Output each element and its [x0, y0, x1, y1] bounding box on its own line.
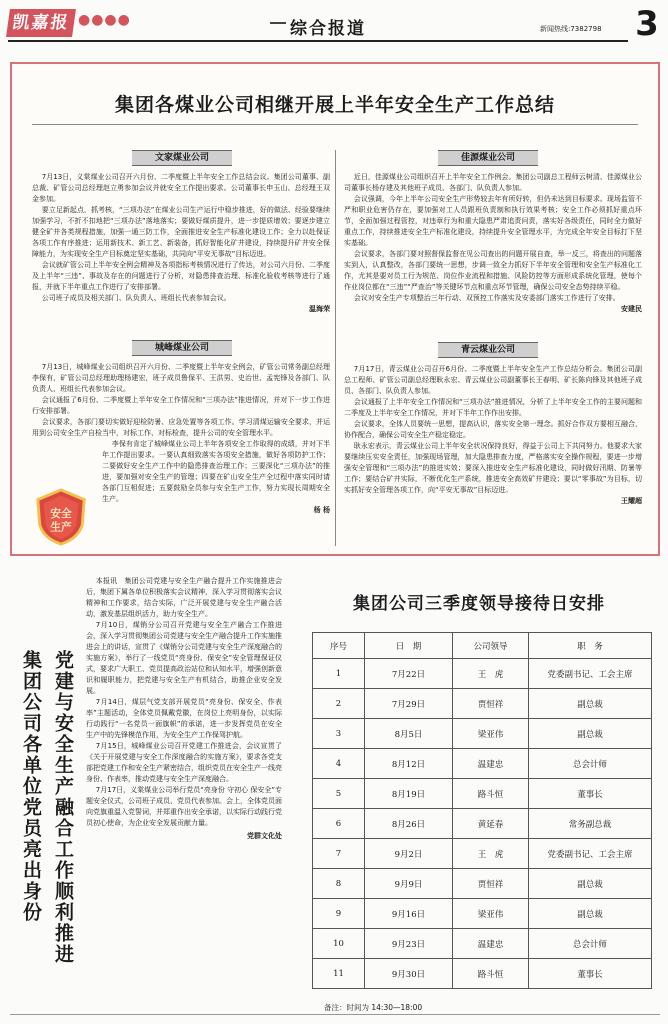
schedule-row — [313, 869, 652, 899]
party-safety-article — [86, 576, 282, 842]
top-headline: 集团各煤业公司相继开展上半年安全生产工作总结 — [114, 94, 555, 116]
row-date: 7月22日 — [365, 659, 453, 689]
chengfeng-paragraph: 会议要求，各部门要切实做好迎检防暑、应急处置等各项工作。学习清煤运输安全要求，并运用到公司安全生产自检当中，对标工作、对标检查，提升公司的安全管理水平。 — [32, 418, 330, 437]
jiayuan-paragraph: 会议对安全生产专项整治三年行动、双预控工作落实及安委部门落实工作进行了安排。 — [353, 294, 620, 302]
row-index: 10 — [313, 929, 365, 959]
jiayuan-paragraph: 会议要求，各部门要对照督保监督在见公司查出的问题开展自查，举一反三，将查出的问题落实到人，认真整改，各部门要统一思想，步调一致全力抓好下半年安全管理和安全生产标准化工作，尤其是要对员工行为规范、岗位作业流程和措施、风险防控等方面形成系统化管理，使每个作业岗位都在“三违”“严查治”等关键环节点和重点环节管理，确保公司安全态势持续平稳。 — [344, 250, 642, 291]
row-leader: 温建忠 — [453, 749, 529, 779]
wenjia-article — [32, 172, 330, 315]
safety-badge-icon — [32, 488, 90, 546]
row-position: 副总裁 — [529, 689, 652, 719]
qingyun-paragraph: 会议要求，全体人员要统一思想，提高认识，落实安全第一理念。抓好合作双方要相互融合，协作配合，确保公司安全生产稳定稳定。 — [344, 420, 642, 439]
row-index: 5 — [313, 779, 365, 809]
jiayuan-author: 安建民 — [621, 305, 642, 313]
row-date: 8月19日 — [365, 779, 453, 809]
row-index: 9 — [313, 899, 365, 929]
row-position: 副总裁 — [529, 869, 652, 899]
party-author: 党群文化处 — [247, 832, 282, 840]
wenjia-paragraph: 7月13日，义棠煤业公司召开六月份、二季度暨上半年安全工作总结会议。集团公司董事、副总裁、矿管公司总经理赵立勇参加会议并就安全工作提出要求。公司董事长申玉山、总经理王双金参加。 — [32, 173, 330, 203]
row-index: 11 — [313, 959, 365, 989]
row-leader: 王 虎 — [453, 659, 529, 689]
page-bottom-rule — [10, 1014, 660, 1015]
wenjia-paragraph: 会议就矿管公司上半年安全例会精神及各项指标考核情况进行了传达，对公司六月份、二季度及上半年“三违”、事故及存在的问题进行了分析，对隐患排查治理、标准化验收考核等进行了通报，并就下半年重点工作进行了安排部署。 — [32, 261, 330, 291]
row-index: 4 — [313, 749, 365, 779]
row-leader: 梁亚伟 — [453, 899, 529, 929]
section-decoration — [270, 22, 286, 24]
vertical-headline-2: 集团公司各单位党员亮出身份 — [20, 650, 42, 923]
row-leader: 黄延春 — [453, 809, 529, 839]
column-divider — [335, 150, 336, 546]
row-index: 8 — [313, 869, 365, 899]
party-paragraph: 7月17日，义棠煤业公司举行党员“亮身份 守初心 保安全”专题安全仪式，公司班子成员、党员代表参加。会上，全体党员面向党旗重温入党誓词，并郑重作出安全承诺，以实际行动践行党员初心使命，为企业安全发展贡献力量。 — [86, 786, 282, 827]
schedule-row — [313, 959, 652, 989]
masthead — [0, 0, 668, 48]
party-paragraph: 7月10日，煤销分公司召开党建与安全生产融合工作推进会，深入学习贯彻集团公司党建与安全生产融合提升工作实施推进会上的讲话，宣贯了《煤销分公司党建与安全生产深度融合的实施方案》，举行了一线党员“亮身份、保安全”安全管理保证仪式，要求广大职工、党员提高政治站位和认知水平，增强创新意识和履职能力，把党建与安全生产有机结合，助推企业安全发展。 — [86, 621, 282, 695]
party-paragraph: 7月14日，煤层气党支部开展党员“亮身份、保安全、作表率”主题活动，全体党员佩戴党徽，在岗位上亮明身份，以实际行动践行“一名党员一面旗帜”的承诺，进一步发挥党员在安全生产中的先锋模范作用，为安全生产工作保驾护航。 — [86, 698, 282, 739]
section-title: 综合报道 — [290, 19, 366, 39]
row-date: 9月2日 — [365, 839, 453, 869]
row-date: 9月9日 — [365, 869, 453, 899]
row-date: 9月23日 — [365, 929, 453, 959]
schedule-row — [313, 659, 652, 689]
row-date: 8月5日 — [365, 719, 453, 749]
row-position: 常务副总裁 — [529, 809, 652, 839]
party-paragraph: 7月15日，城峰煤业公司召开党建工作推进会，会议宣贯了《关于开展党建与安全工作深度融合的实施方案》，要求各党支部把党建工作和安全生产紧密结合，组织党员在安全生产一线亮身份、作表率，推动党建与安全生产深度融合。 — [86, 742, 282, 783]
schedule-row — [313, 839, 652, 869]
row-date: 9月30日 — [365, 959, 453, 989]
row-index: 3 — [313, 719, 365, 749]
page-number: 3 — [635, 4, 659, 44]
row-index: 1 — [313, 659, 365, 689]
row-position: 董事长 — [529, 779, 652, 809]
row-index: 2 — [313, 689, 365, 719]
row-leader: 王 虎 — [453, 839, 529, 869]
schedule-row — [313, 929, 652, 959]
qingyun-paragraph: 会议通报了上半年安全工作情况和“三项办法”推进情况，分析了上半年安全工作的主要问题和二季度及上半年安全工作情况，并对下半年工作作出安排。 — [344, 398, 642, 417]
row-leader: 路斗恒 — [453, 959, 529, 989]
schedule-note: 备注：时间为 14:30—18:00 — [324, 1003, 423, 1012]
vertical-headline-1: 党建与安全生产融合工作顺利推进 — [52, 650, 74, 965]
schedule-row — [313, 779, 652, 809]
newspaper-logo: 凯嘉报 — [6, 9, 76, 37]
header-leader: 公司领导 — [453, 633, 529, 659]
row-date: 8月12日 — [365, 749, 453, 779]
chengfeng-paragraph: 7月13日，城峰煤业公司组织召开六月份、二季度暨上半年安全例会，矿管公司常务副总经理李保有，矿管公司总经理助理杨建宏，班子成员鲁保平、王洪男、史治世、孟宪锋及各部门、队负责人、班组长代表参加会议。 — [32, 363, 330, 393]
row-leader: 温建忠 — [453, 929, 529, 959]
row-date: 8月26日 — [365, 809, 453, 839]
header-date: 日 期 — [365, 633, 453, 659]
schedule-row — [313, 749, 652, 779]
row-position: 总会计师 — [529, 749, 652, 779]
row-index: 7 — [313, 839, 365, 869]
row-leader: 贾恒祥 — [453, 869, 529, 899]
chengfeng-paragraph: 会议通报了6月份、二季度暨上半年安全工作情况和“三项办法”推进情况，并对下一步工作进行安排部署。 — [32, 396, 330, 415]
header-position: 职 务 — [529, 633, 652, 659]
row-date: 7月29日 — [365, 689, 453, 719]
badge-text-line1: 安全 — [50, 507, 72, 520]
row-position: 董事长 — [529, 959, 652, 989]
schedule-title: 集团公司三季度领导接待日安排 — [353, 594, 605, 614]
row-position: 党委副书记、工会主席 — [529, 839, 652, 869]
row-position: 党委副书记、工会主席 — [529, 659, 652, 689]
jiayuan-article — [344, 172, 642, 315]
jiayuan-paragraph: 近日，佳源煤业公司组织召开上半年安全工作例会。集团公司副总工程师云树清、佳源煤业公司董事长杨存建及其他班子成员、各部门、队负责人参加。 — [344, 173, 642, 192]
schedule-row — [313, 719, 652, 749]
row-leader: 梁亚伟 — [453, 719, 529, 749]
header-index: 序号 — [313, 633, 365, 659]
schedule-row — [313, 809, 652, 839]
jiayuan-subhead: 佳源煤业公司 — [438, 150, 538, 166]
wenjia-subhead: 文家煤业公司 — [132, 150, 232, 166]
wenjia-paragraph: 公司班子成员及相关部门、队负责人、班组长代表参加会议。 — [41, 294, 231, 302]
qingyun-article — [344, 364, 642, 507]
qingyun-author: 王耀超 — [621, 497, 642, 505]
row-date: 9月16日 — [365, 899, 453, 929]
chengfeng-paragraph: 李保有肯定了城峰煤业公司上半年各项安全工作取得的成绩，并对下半年工作提出要求。一要认真细致落实各项安全措施，做好各项防护工作；二要做好安全生产工作中的隐患排查治理工作；三要深化“三项办法”的推进，要加强对安全生产的管理；四要在矿山安全生产全过程中落实同时请各部门互相促进；五要鼓励全员参与安全生产工作，努力实现长周期安全生产。 — [102, 440, 330, 503]
schedule-table — [312, 632, 652, 989]
jiayuan-paragraph: 会议强调，今年上半年公司安全生产形势较去年有所好转，但仍未达到目标要求。现场监管不严和职业危害仍存在，要加强对工人员跟班负责制和执行效果考核；安全工作必须抓好重点环节，全面加强过程管控，对违章行为和重大隐患严肃追责问责，落实好各级责任，同时全力做好重点工作，持续推进安全生产标准化建设，持续提升安全管理水平，为完成全年安全目标打下坚实基础。 — [344, 195, 642, 247]
party-paragraph: 本报讯 集团公司党建与安全生产融合提升工作实施推进会后，集团下属各单位积极落实会议精神，深入学习贯彻落实会议精神和工作要求，结合实际，广泛开展党建与安全生产融合活动，激发基层组织活力，助力安全生产。 — [86, 577, 282, 618]
headline-rule — [32, 124, 638, 125]
badge-text-line2: 生产 — [50, 520, 72, 534]
masthead-rule — [8, 40, 628, 42]
qingyun-paragraph: 耿永宏表示，青云煤业公司上半年安全状况保持良好，得益于公司上下共同努力。他要求大家要继续压实安全责任，加强现场管理，加大隐患排查力度，严格落实安全操作规程，要进一步增强安全管理和“三项办法”的推进实效；要深入推进安全生产标准化建设，同时做好汛期、防暑等工作；要结合矿井实际，不断优化生产系统，推进安全高效矿井建设；要以“零事故”为目标，切实抓好安全管理各项工作，向“平安无事故”目标迈进。 — [344, 442, 642, 494]
row-index: 6 — [313, 809, 365, 839]
schedule-row — [313, 689, 652, 719]
news-hotline: 新闻热线:7382798 — [540, 25, 602, 33]
qingyun-paragraph: 7月17日，青云煤业公司召开6月份、二季度暨上半年安全生产工作总结分析会。集团公司副总工程师、矿管公司副总经理耿永宏、青云煤业公司副董事长王春明、矿长陈向锋及其他班子成员、各部门、队负责人参加。 — [344, 365, 642, 395]
row-leader: 路斗恒 — [453, 779, 529, 809]
party-safety-headline — [14, 650, 80, 1000]
schedule-row — [313, 899, 652, 929]
row-position: 副总裁 — [529, 899, 652, 929]
chengfeng-subhead: 城峰煤业公司 — [132, 340, 232, 356]
row-position: 总会计师 — [529, 929, 652, 959]
wenjia-author: 温海荣 — [309, 305, 330, 313]
safety-summary-box — [10, 62, 660, 556]
chengfeng-author: 杨 杨 — [313, 506, 330, 514]
schedule-header-row — [313, 633, 652, 659]
wenjia-paragraph: 要立足新起点，抓考核，“三项办法”在煤业公司生产运行中稳步推进，好的做法、经验要继续加强学习，不折不扣地把“三项办法”落地落实；要做好煤质提升，进一步提质增效；要逐步建立健全矿井各类规程措施，加强一通三防工作，全面推进安全生产标准化建设工作；全力以赴保证各项工作有序推进；运用新技术、新工艺、新装备，抓好智能化矿井建设，持续提升矿井安全保障能力，为实现安全生产目标奠定坚实基础，共同向“平安无事故”目标迈进。 — [32, 206, 330, 258]
logo-dots: ●●●● — [78, 12, 131, 28]
row-position: 副总裁 — [529, 719, 652, 749]
qingyun-subhead: 青云煤业公司 — [438, 342, 538, 358]
row-leader: 贾恒祥 — [453, 689, 529, 719]
